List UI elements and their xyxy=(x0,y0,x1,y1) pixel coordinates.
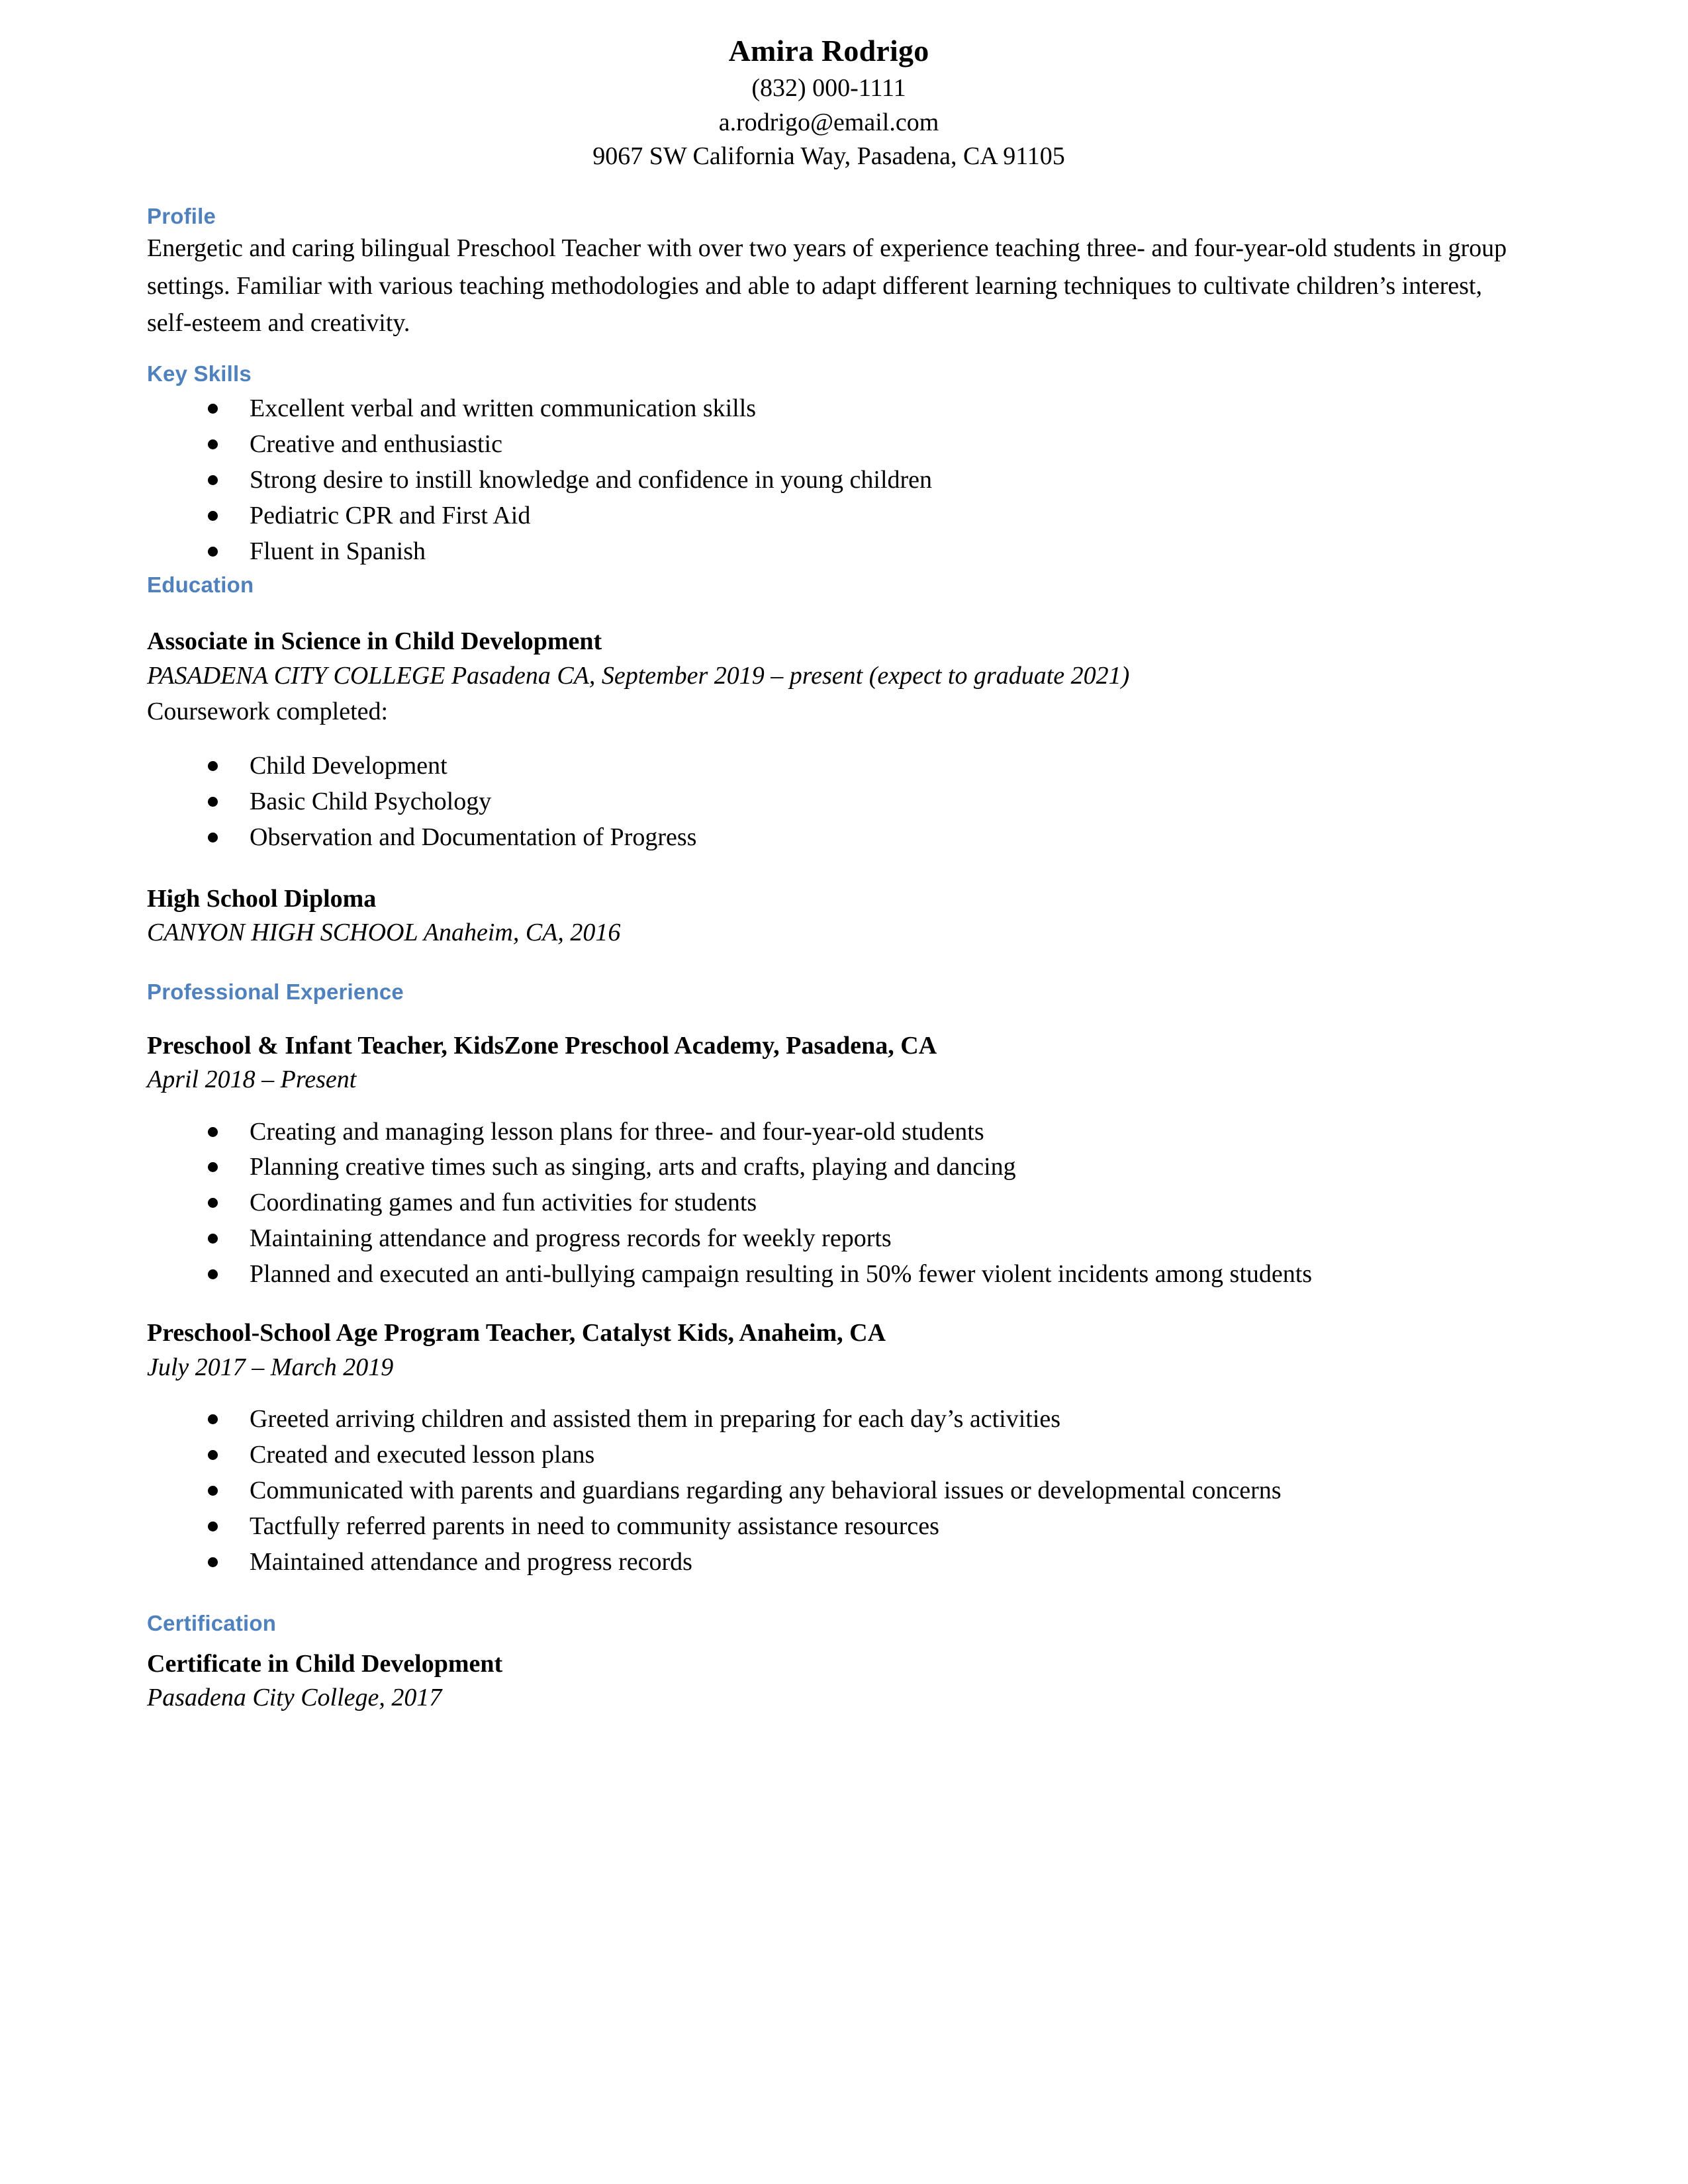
list-item-text: Planned and executed an anti-bullying campaign resulting in 50% fewer violent incidents among students xyxy=(250,1260,1313,1289)
list-item-text: Planning creative times such as singing, arts and crafts, playing and dancing xyxy=(250,1153,1016,1181)
list-item xyxy=(147,391,1511,427)
job-duties-list xyxy=(147,1402,1511,1580)
list-item xyxy=(147,820,1511,856)
candidate-address: 9067 SW California Way, Pasadena, CA 91105 xyxy=(592,142,1065,170)
bullet-dot-icon xyxy=(208,1198,218,1208)
list-item-text: Basic Child Psychology xyxy=(250,788,492,816)
bullet-dot-icon xyxy=(208,404,218,414)
experience-entry xyxy=(147,1316,1511,1580)
bullet-dot-icon xyxy=(208,1557,218,1567)
list-item xyxy=(147,1509,1511,1545)
list-item-text: Creative and enthusiastic xyxy=(250,430,502,459)
list-item-text: Greeted arriving children and assisted them in preparing for each day’s activities xyxy=(250,1404,1061,1433)
profile-paragraph: Energetic and caring bilingual Preschool Teacher with over two years of experience teaching three- and four-year-old students in group settings. Familiar with various teaching methodologies and able to adapt different learning techniques to cultivate children’s interest, self-esteem and creativity. xyxy=(147,234,1507,337)
list-item xyxy=(147,1402,1511,1437)
section-heading-profile: Profile xyxy=(147,204,216,229)
job-dates: July 2017 – March 2019 xyxy=(147,1353,394,1381)
bullet-dot-icon xyxy=(208,1269,218,1279)
list-item xyxy=(147,1545,1511,1580)
education-entry xyxy=(147,882,1511,950)
certification-entry xyxy=(147,1647,1511,1715)
list-item xyxy=(147,534,1511,570)
job-title: Preschool & Infant Teacher, KidsZone Preschool Academy, Pasadena, CA xyxy=(147,1031,937,1060)
bullet-dot-icon xyxy=(208,1522,218,1531)
resume-header xyxy=(147,0,1511,173)
bullet-dot-icon xyxy=(208,761,218,771)
bullet-dot-icon xyxy=(208,475,218,485)
coursework-label: Coursework completed: xyxy=(147,697,389,725)
candidate-phone: (832) 000-1111 xyxy=(751,74,906,103)
list-item xyxy=(147,463,1511,498)
bullet-dot-icon xyxy=(208,1450,218,1460)
list-item-text: Fluent in Spanish xyxy=(250,537,426,566)
list-item xyxy=(147,1437,1511,1473)
list-item-text: Pediatric CPR and First Aid xyxy=(250,502,531,530)
list-item-text: Creating and managing lesson plans for three- and four-year-old students xyxy=(250,1117,984,1146)
bullet-dot-icon xyxy=(208,547,218,557)
candidate-name: Amira Rodrigo xyxy=(728,34,929,68)
list-item xyxy=(147,1115,1511,1150)
list-item-text: Strong desire to instill knowledge and confidence in young children xyxy=(250,466,933,494)
list-item xyxy=(147,784,1511,820)
list-item-text: Excellent verbal and written communication skills xyxy=(250,394,757,423)
list-item xyxy=(147,749,1511,784)
education-institution: PASADENA CITY COLLEGE Pasadena CA, September 2019 – present (expect to graduate 2021) xyxy=(147,661,1130,690)
education-entry xyxy=(147,625,1511,856)
section-heading-education: Education xyxy=(147,572,254,598)
bullet-dot-icon xyxy=(208,1486,218,1496)
list-item-text: Observation and Documentation of Progress xyxy=(250,823,697,852)
bullet-dot-icon xyxy=(208,439,218,449)
education-institution: CANYON HIGH SCHOOL Anaheim, CA, 2016 xyxy=(147,919,621,947)
section-heading-professional-experience: Professional Experience xyxy=(147,979,404,1004)
bullet-dot-icon xyxy=(208,1162,218,1172)
list-item xyxy=(147,498,1511,534)
resume-content xyxy=(147,0,1511,1715)
bullet-dot-icon xyxy=(208,1234,218,1244)
bullet-dot-icon xyxy=(208,797,218,807)
list-item-text: Coordinating games and fun activities for students xyxy=(250,1189,757,1217)
bullet-dot-icon xyxy=(208,1414,218,1424)
certification-issuer: Pasadena City College, 2017 xyxy=(147,1684,442,1712)
job-title: Preschool-School Age Program Teacher, Catalyst Kids, Anaheim, CA xyxy=(147,1319,886,1347)
candidate-email: a.rodrigo@email.com xyxy=(718,108,939,136)
coursework-list xyxy=(147,749,1511,856)
bullet-dot-icon xyxy=(208,511,218,521)
list-item xyxy=(147,1473,1511,1509)
list-item-text: Maintained attendance and progress records xyxy=(250,1547,692,1576)
section-heading-certification: Certification xyxy=(147,1610,277,1635)
experience-entry xyxy=(147,1029,1511,1293)
list-item xyxy=(147,1257,1511,1293)
education-degree: Associate in Science in Child Development xyxy=(147,627,602,656)
list-item xyxy=(147,1185,1511,1221)
bullet-dot-icon xyxy=(208,1127,218,1137)
list-item-text: Tactfully referred parents in need to community assistance resources xyxy=(250,1512,939,1540)
key-skills-list xyxy=(147,391,1511,570)
section-heading-key-skills: Key Skills xyxy=(147,361,252,387)
list-item-text: Maintaining attendance and progress records for weekly reports xyxy=(250,1224,892,1253)
certification-title: Certificate in Child Development xyxy=(147,1649,503,1678)
job-duties-list xyxy=(147,1115,1511,1293)
education-degree: High School Diploma xyxy=(147,885,377,913)
bullet-dot-icon xyxy=(208,833,218,842)
list-item-text: Communicated with parents and guardians regarding any behavioral issues or developmental concerns xyxy=(250,1476,1282,1504)
list-item xyxy=(147,427,1511,463)
job-dates: April 2018 – Present xyxy=(147,1066,357,1094)
list-item xyxy=(147,1150,1511,1185)
list-item-text: Created and executed lesson plans xyxy=(250,1440,595,1469)
list-item-text: Child Development xyxy=(250,752,447,780)
list-item xyxy=(147,1221,1511,1257)
